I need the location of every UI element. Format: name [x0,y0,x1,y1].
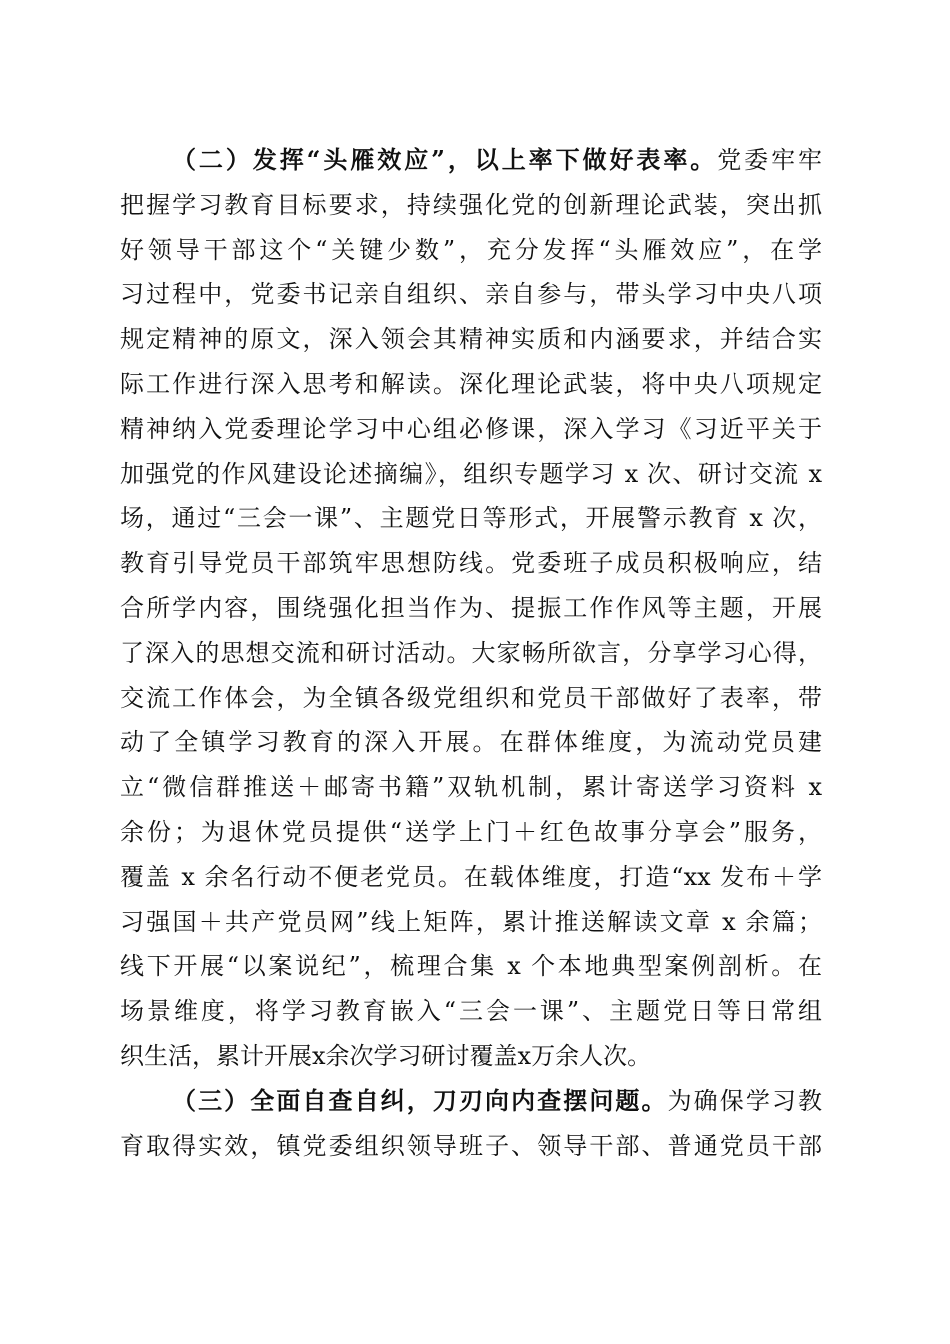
paragraph-line: 场景维度，将学习教育嵌入“三会一课”、主题党日等日常组 [120,997,822,1026]
paragraph-line: 交流工作体会，为全镇各级党组织和党员干部做好了表率，带 [120,683,822,712]
paragraph-line: 场，通过“三会一课”、主题党日等形式，开展警示教育 x 次， [120,504,822,533]
paragraph-line: 习过程中，党委书记亲自组织、亲自参与，带头学习中央八项 [120,280,822,309]
paragraph-last-line: 织生活，累计开展x余次学习研讨覆盖x万余人次。 [120,1041,652,1070]
paragraph-line: 线下开展“以案说纪”，梳理合集 x 个本地典型案例剖析。在 [120,952,822,981]
paragraph-line: 了深入的思想交流和研讨活动。大家畅所欲言，分享学习心得， [120,638,822,667]
paragraph-line: 余份；为退休党员提供“送学上门＋红色故事分享会”服务， [120,817,822,846]
section-2-first-line-text: 党委牢牢 [717,146,822,174]
section-2-heading: （二）发挥“头雁效应”，以上率下做好表率。 [172,145,718,174]
paragraph-line: 覆盖 x 余名行动不便老党员。在载体维度，打造“xx 发布＋学 [120,862,822,891]
paragraph-first-line [120,1079,822,1124]
paragraph-line: 把握学习教育目标要求，持续强化党的创新理论武装，突出抓 [120,190,822,219]
section-2-paragraph [120,138,822,1079]
paragraph-line: 立“微信群推送＋邮寄书籍”双轨机制，累计寄送学习资料 x [120,773,822,802]
paragraph-line: 际工作进行深入思考和解读。深化理论武装，将中央八项规定 [120,369,822,398]
paragraph-line: 教育引导党员干部筑牢思想防线。党委班子成员积极响应，结 [120,549,822,578]
paragraph-line: 精神纳入党委理论学习中心组必修课，深入学习《习近平关于 [120,414,822,443]
document-body [120,138,822,1168]
section-3-heading: （三）全面自查自纠，刀刃向内查摆问题。 [172,1085,668,1115]
section-3-first-line-text: 为确保学习教 [667,1086,822,1115]
paragraph-line: 规定精神的原文，深入领会其精神实质和内涵要求，并结合实 [120,325,822,354]
paragraph-line: 好领导干部这个“关键少数”，充分发挥“头雁效应”，在学 [120,235,822,264]
paragraph-line: 习强国＋共产党员网”线上矩阵，累计推送解读文章 x 余篇； [120,907,822,936]
paragraph-line: 加强党的作风建设论述摘编》，组织专题学习 x 次、研讨交流 x [120,459,822,488]
paragraph-line: 动了全镇学习教育的深入开展。在群体维度，为流动党员建 [120,728,822,757]
paragraph-line: 育取得实效，镇党委组织领导班子、领导干部、普通党员干部 [120,1131,822,1160]
paragraph-line: 合所学内容，围绕强化担当作为、提振工作作风等主题，开展 [120,593,822,622]
paragraph-first-line [120,138,822,183]
section-3-paragraph [120,1079,822,1169]
